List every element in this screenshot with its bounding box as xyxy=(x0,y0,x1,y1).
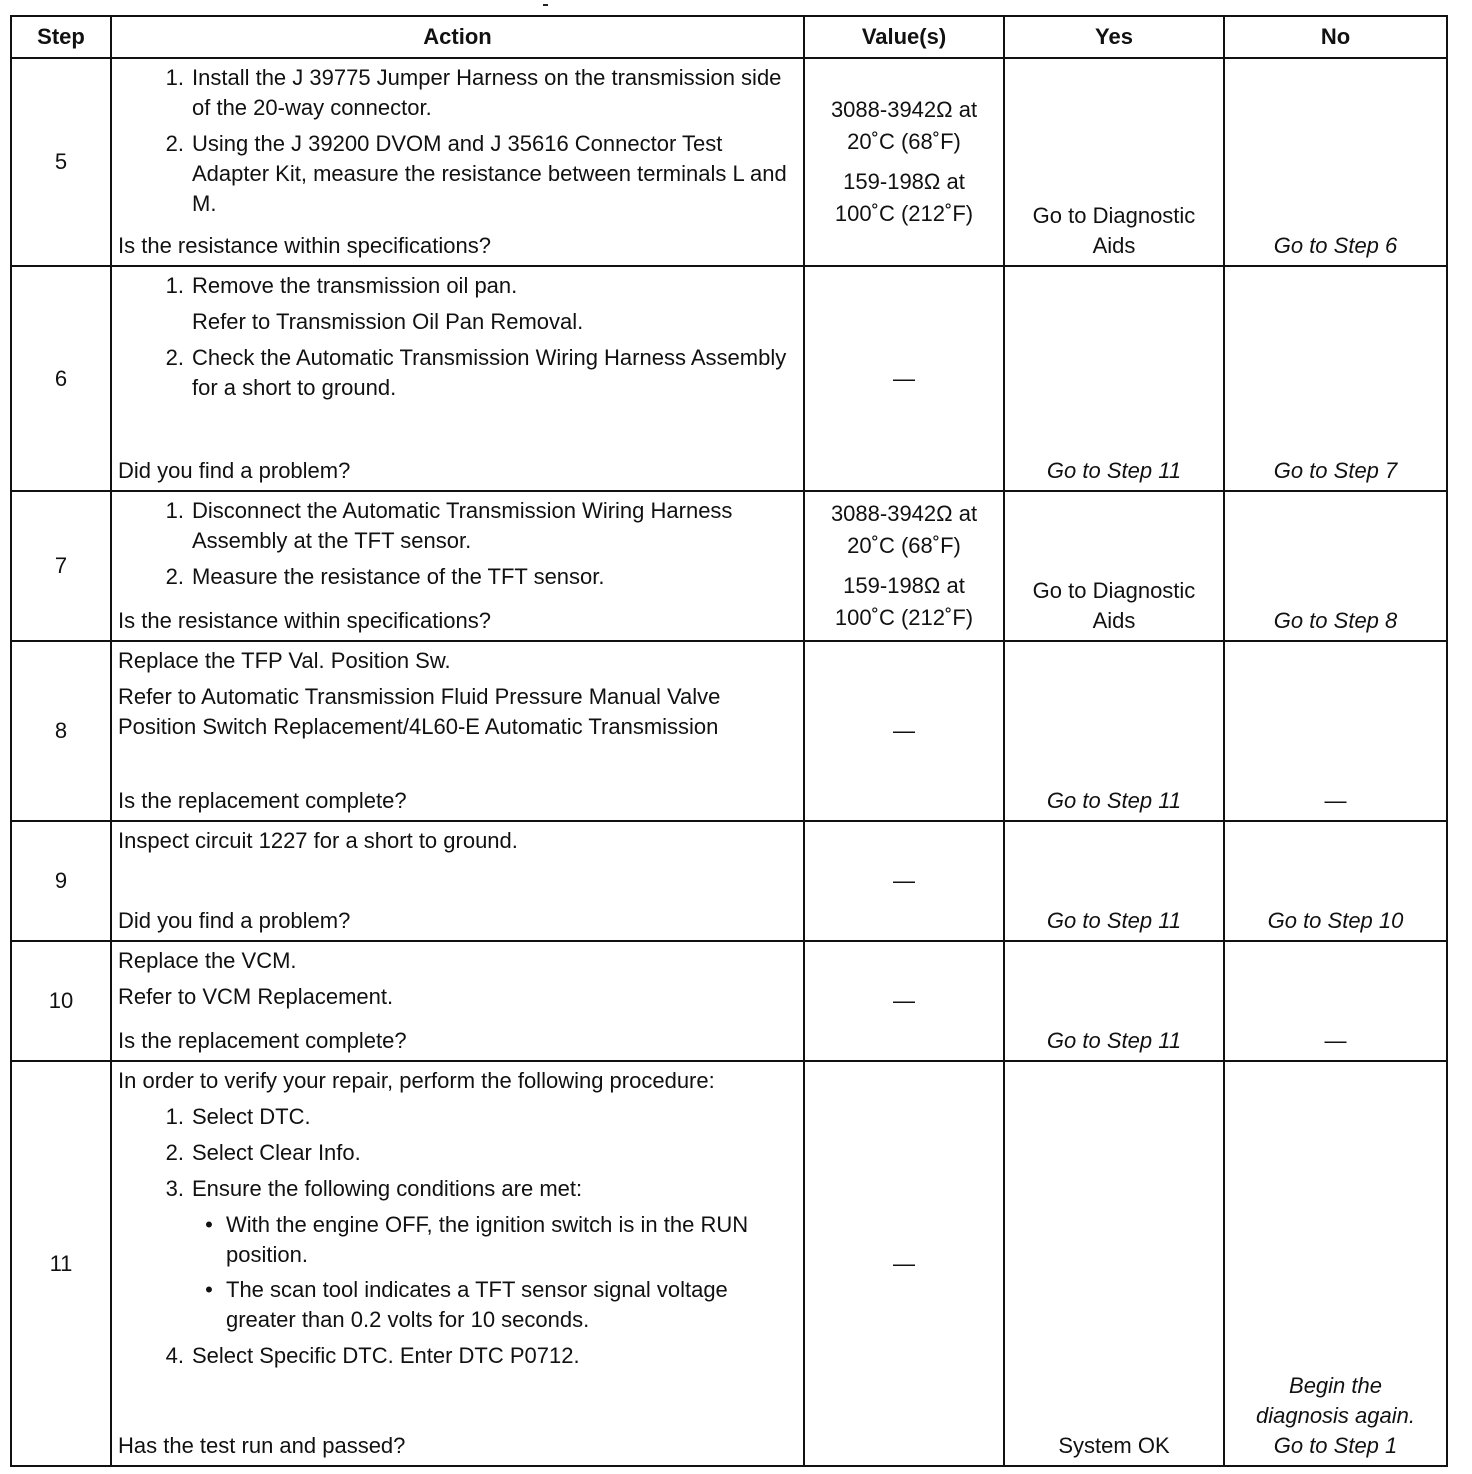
no-cell: — xyxy=(1224,941,1447,1061)
no-cell: Go to Step 10 xyxy=(1224,821,1447,941)
header-row xyxy=(11,16,1447,58)
yes-cell: Go to Diagnostic Aids xyxy=(1004,491,1224,641)
bullet-icon: • xyxy=(205,1277,213,1303)
no-cell: Go to Step 7 xyxy=(1224,266,1447,491)
header-yes: Yes xyxy=(1004,16,1224,58)
action-cell xyxy=(111,941,804,1061)
value-cell: — xyxy=(804,1061,1004,1466)
table-row xyxy=(11,491,1447,641)
yes-cell: Go to Diagnostic Aids xyxy=(1004,58,1224,266)
instruction-text: Refer to Automatic Transmission Fluid Pressure Manual Valve Position Switch Replacement/4L60-E Automatic Transmission xyxy=(118,683,721,739)
header-no: No xyxy=(1224,16,1447,58)
no-cell: Go to Step 6 xyxy=(1224,58,1447,266)
value-cell: — xyxy=(804,266,1004,491)
list-item: 3. Ensure the following conditions are met: xyxy=(165,1175,583,1201)
step-number: 7 xyxy=(11,491,111,641)
table-row xyxy=(11,941,1447,1061)
list-item: 4. Select Specific DTC. Enter DTC P0712. xyxy=(165,1343,580,1369)
action-cell xyxy=(111,491,804,641)
step-number: 5 xyxy=(11,58,111,266)
yes-cell: Go to Step 11 xyxy=(1004,266,1224,491)
action-cell xyxy=(111,58,804,266)
instruction-text: Refer to VCM Replacement. xyxy=(118,983,394,1009)
no-cell: Begin the diagnosis again. Go to Step 1 xyxy=(1224,1061,1447,1466)
no-cell: Go to Step 8 xyxy=(1224,491,1447,641)
header-step: Step xyxy=(11,16,111,58)
step-number: 9 xyxy=(11,821,111,941)
value-cell: — xyxy=(804,941,1004,1061)
instruction-text: Replace the VCM. xyxy=(118,948,297,973)
step-number: 11 xyxy=(11,1061,111,1466)
question-text: Is the resistance within specifications? xyxy=(118,233,491,259)
header-action: Action xyxy=(111,16,804,58)
value-cell: 3088-3942Ω at 20˚C (68˚F) 159-198Ω at 100˚C (212˚F) xyxy=(804,491,1004,641)
list-item: 2. Check the Automatic Transmission Wiring Harness Assembly for a short to ground. xyxy=(165,344,787,400)
table-row xyxy=(11,58,1447,266)
yes-cell: Go to Step 11 xyxy=(1004,641,1224,821)
bullet-item: • With the engine OFF, the ignition switch is in the RUN position. xyxy=(118,1210,795,1270)
table-row xyxy=(11,641,1447,821)
value-cell: 3088-3942Ω at 20˚C (68˚F) 159-198Ω at 100˚C (212˚F) xyxy=(804,58,1004,266)
question-text: Is the replacement complete? xyxy=(118,1028,407,1054)
action-cell xyxy=(111,641,804,821)
step-number: 10 xyxy=(11,941,111,1061)
action-cell xyxy=(111,266,804,491)
list-item: 2. Measure the resistance of the TFT sensor. xyxy=(165,563,605,589)
list-item: Refer to Transmission Oil Pan Removal. xyxy=(192,308,584,334)
bullet-item: • The scan tool indicates a TFT sensor signal voltage greater than 0.2 volts for 10 seconds. xyxy=(118,1275,795,1335)
list-item: 2. Select Clear Info. xyxy=(165,1139,361,1165)
yes-cell: Go to Step 11 xyxy=(1004,941,1224,1061)
list-item: 1. Remove the transmission oil pan. xyxy=(165,273,518,298)
no-cell: — xyxy=(1224,641,1447,821)
table-row xyxy=(11,821,1447,941)
step-number: 6 xyxy=(11,266,111,491)
list-item: 1. Disconnect the Automatic Transmission Wiring Harness Assembly at the TFT sensor. xyxy=(165,498,733,553)
list-item: 1. Install the J 39775 Jumper Harness on the transmission side of the 20-way connector. xyxy=(165,65,782,120)
action-cell xyxy=(111,821,804,941)
table-row xyxy=(11,1061,1447,1466)
value-cell: — xyxy=(804,821,1004,941)
value-cell: — xyxy=(804,641,1004,821)
yes-cell: System OK xyxy=(1004,1061,1224,1466)
question-text: Did you find a problem? xyxy=(118,458,351,484)
diagnostic-table xyxy=(10,15,1448,1467)
bullet-icon: • xyxy=(205,1211,213,1237)
header-values: Value(s) xyxy=(804,16,1004,58)
step-number: 8 xyxy=(11,641,111,821)
list-item: 1. Select DTC. xyxy=(165,1103,311,1129)
yes-cell: Go to Step 11 xyxy=(1004,821,1224,941)
list-item: 2. Using the J 39200 DVOM and J 35616 Connector Test Adapter Kit, measure the resistance between terminals L and M. xyxy=(165,130,787,216)
instruction-text: In order to verify your repair, perform the following procedure: xyxy=(118,1068,715,1093)
question-text: Did you find a problem? xyxy=(118,908,351,934)
instruction-text: Inspect circuit 1227 for a short to ground. xyxy=(118,828,518,853)
instruction-text: Replace the TFP Val. Position Sw. xyxy=(118,648,451,673)
table-row xyxy=(11,266,1447,491)
question-text: Has the test run and passed? xyxy=(118,1433,406,1459)
action-cell xyxy=(111,1061,804,1466)
question-text: Is the resistance within specifications? xyxy=(118,608,491,634)
scan-mark xyxy=(543,4,548,6)
question-text: Is the replacement complete? xyxy=(118,788,407,814)
